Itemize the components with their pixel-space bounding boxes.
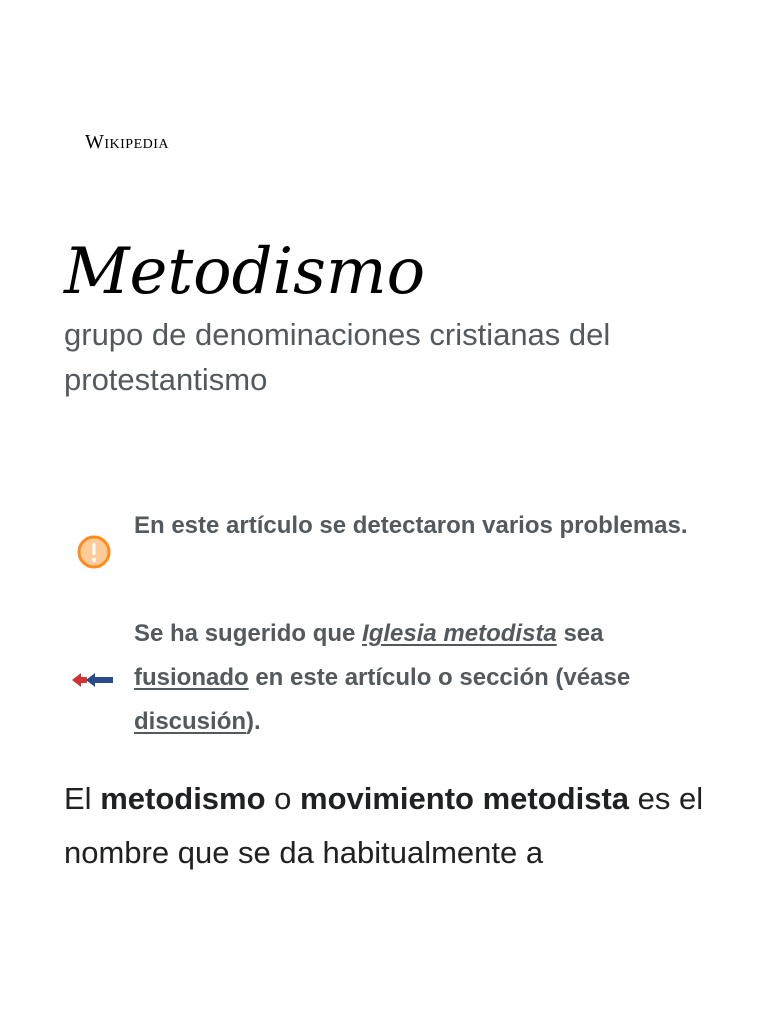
page-title: Metodismo bbox=[64, 235, 426, 309]
article-intro bbox=[64, 772, 704, 880]
warning-icon bbox=[77, 535, 111, 569]
merge-text-post: ). bbox=[246, 708, 261, 735]
iglesia-metodista-link[interactable]: Iglesia metodista bbox=[362, 620, 557, 647]
term-movimiento-metodista: movimiento metodista bbox=[300, 781, 630, 816]
wikipedia-wordmark[interactable]: Wikipedia bbox=[85, 131, 170, 153]
intro-text-3: es el nombre que se da habitualmente a bbox=[64, 781, 704, 870]
discussion-link[interactable]: discusión bbox=[134, 708, 247, 735]
term-metodismo: metodismo bbox=[100, 781, 266, 816]
page-description: grupo de denominaciones cristianas del protestantismo bbox=[64, 317, 611, 397]
issues-notice-text: En este artículo se detectaron varios problemas. bbox=[134, 512, 688, 539]
issues-notice bbox=[64, 504, 704, 594]
fusionado-link[interactable]: fusionado bbox=[134, 664, 249, 691]
intro-text-2: o bbox=[265, 781, 301, 816]
merge-text-mid1: sea bbox=[556, 620, 604, 647]
merge-notice bbox=[64, 612, 704, 744]
merge-notice-text bbox=[134, 612, 704, 744]
merge-text-pre: Se ha sugerido que bbox=[134, 620, 363, 647]
intro-text-1: El bbox=[64, 781, 101, 816]
merge-arrows-icon bbox=[72, 668, 114, 692]
merge-text-mid2: en este artículo o sección (véase bbox=[248, 664, 631, 691]
